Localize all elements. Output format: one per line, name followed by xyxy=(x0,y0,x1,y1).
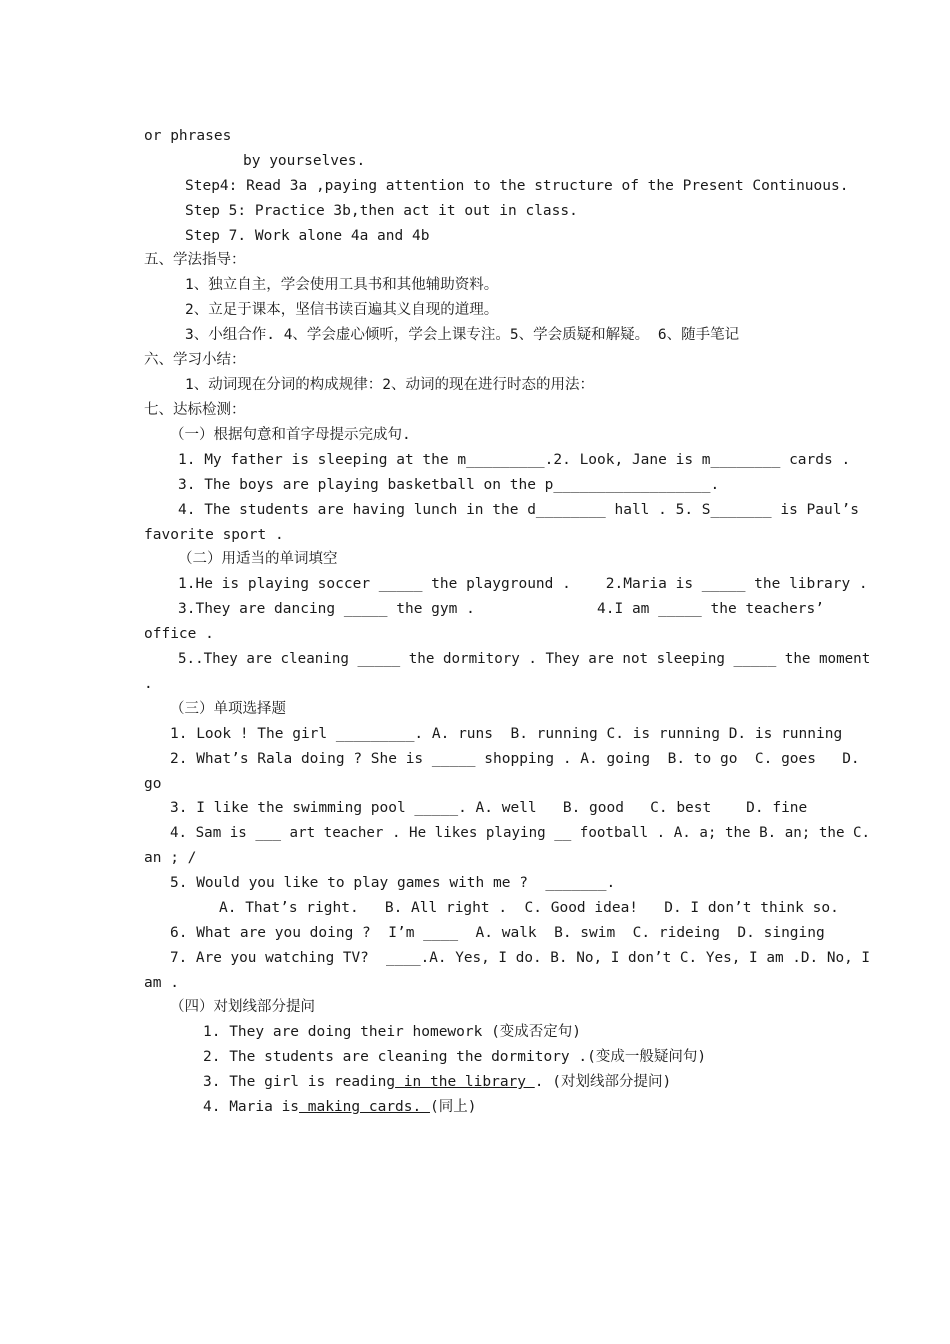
exercise-line: 1. My father is sleeping at the m_________.2. Look, Jane is m________ cards . xyxy=(178,452,851,468)
exercise-line: 7. Are you watching TV? ____.A. Yes, I do. B. No, I don’t C. Yes, I am .D. No, I xyxy=(170,950,871,966)
exercise-line: 5..They are cleaning _____ the dormitory . They are not sleeping _____ the moment xyxy=(178,651,871,667)
exercise-line: office . xyxy=(144,626,214,642)
text-line: 1、动词现在分词的构成规律：2、动词的现在进行时态的用法： xyxy=(185,377,594,393)
underlined-phrase: making cards. xyxy=(299,1099,430,1115)
subsection-heading: （一）根据句意和首字母提示完成句. xyxy=(170,427,411,443)
text-line: Step 7. Work alone 4a and 4b xyxy=(185,228,430,244)
sentence-end: . (对划线部分提问) xyxy=(534,1074,672,1090)
text-line: 2、立足于课本，坚信书读百遍其义自现的道理。 xyxy=(185,302,499,318)
exercise-line: am . xyxy=(144,975,179,991)
exercise-line: 3.They are dancing _____ the gym . 4.I am _____ the teachers’ xyxy=(178,601,825,617)
exercise-line: go xyxy=(144,776,162,792)
exercise-line: 3. I like the swimming pool _____. A. well B. good C. best D. fine xyxy=(170,800,808,816)
exercise-line xyxy=(203,1072,671,1092)
exercise-line: favorite sport . xyxy=(144,527,284,543)
exercise-line: A. That’s right. B. All right . C. Good idea! D. I don’t think so. xyxy=(219,900,839,916)
exercise-line: 3. The boys are playing basketball on the p__________________. xyxy=(178,477,720,493)
section-heading: 五、学法指导： xyxy=(144,252,246,268)
exercise-line: 1. They are doing their homework (变成否定句) xyxy=(203,1024,582,1040)
exercise-line xyxy=(203,1097,476,1117)
subsection-heading: （三）单项选择题 xyxy=(170,701,286,717)
text-line: 3、小组合作. 4、学会虚心倾听，学会上课专注。5、学会质疑和解疑。 6、随手笔记 xyxy=(185,327,740,343)
subsection-heading: （四）对划线部分提问 xyxy=(170,999,315,1015)
underlined-phrase: in the library xyxy=(395,1074,535,1090)
sentence-start: 4. Maria is xyxy=(203,1099,300,1115)
exercise-line: 1.He is playing soccer _____ the playground . 2.Maria is _____ the library . xyxy=(178,576,868,592)
subsection-heading: （二）用适当的单词填空 xyxy=(178,551,338,567)
text-line: 1、独立自主，学会使用工具书和其他辅助资料。 xyxy=(185,277,499,293)
sentence-end: (同上) xyxy=(429,1099,477,1115)
exercise-line: an ; / xyxy=(144,850,197,866)
text-line: by yourselves. xyxy=(243,153,366,169)
section-heading: 七、达标检测： xyxy=(144,402,246,418)
exercise-line: 6. What are you doing ? I’m ____ A. walk B. swim C. rideing D. singing xyxy=(170,925,825,941)
exercise-line: 5. Would you like to play games with me ? _______. xyxy=(170,875,616,891)
exercise-line: 4. Sam is ___ art teacher . He likes playing __ football . A. a; the B. an; the C. xyxy=(170,825,871,841)
exercise-line: 4. The students are having lunch in the d________ hall . 5. S_______ is Paul’s xyxy=(178,502,859,518)
text-line: Step 5: Practice 3b,then act it out in class. xyxy=(185,203,578,219)
exercise-line: 1. Look ! The girl _________. A. runs B. running C. is running D. is running xyxy=(170,726,843,742)
exercise-line: 2. What’s Rala doing ? She is _____ shopping . A. going B. to go C. goes D. xyxy=(170,751,860,767)
text-line: or phrases xyxy=(144,128,232,144)
section-heading: 六、学习小结： xyxy=(144,352,246,368)
exercise-line: 2. The students are cleaning the dormitory .(变成一般疑问句) xyxy=(203,1049,707,1065)
text-line: Step4: Read 3a ,paying attention to the structure of the Present Continuous. xyxy=(185,178,849,194)
sentence-start: 3. The girl is reading xyxy=(203,1074,396,1090)
exercise-line: . xyxy=(144,676,153,692)
